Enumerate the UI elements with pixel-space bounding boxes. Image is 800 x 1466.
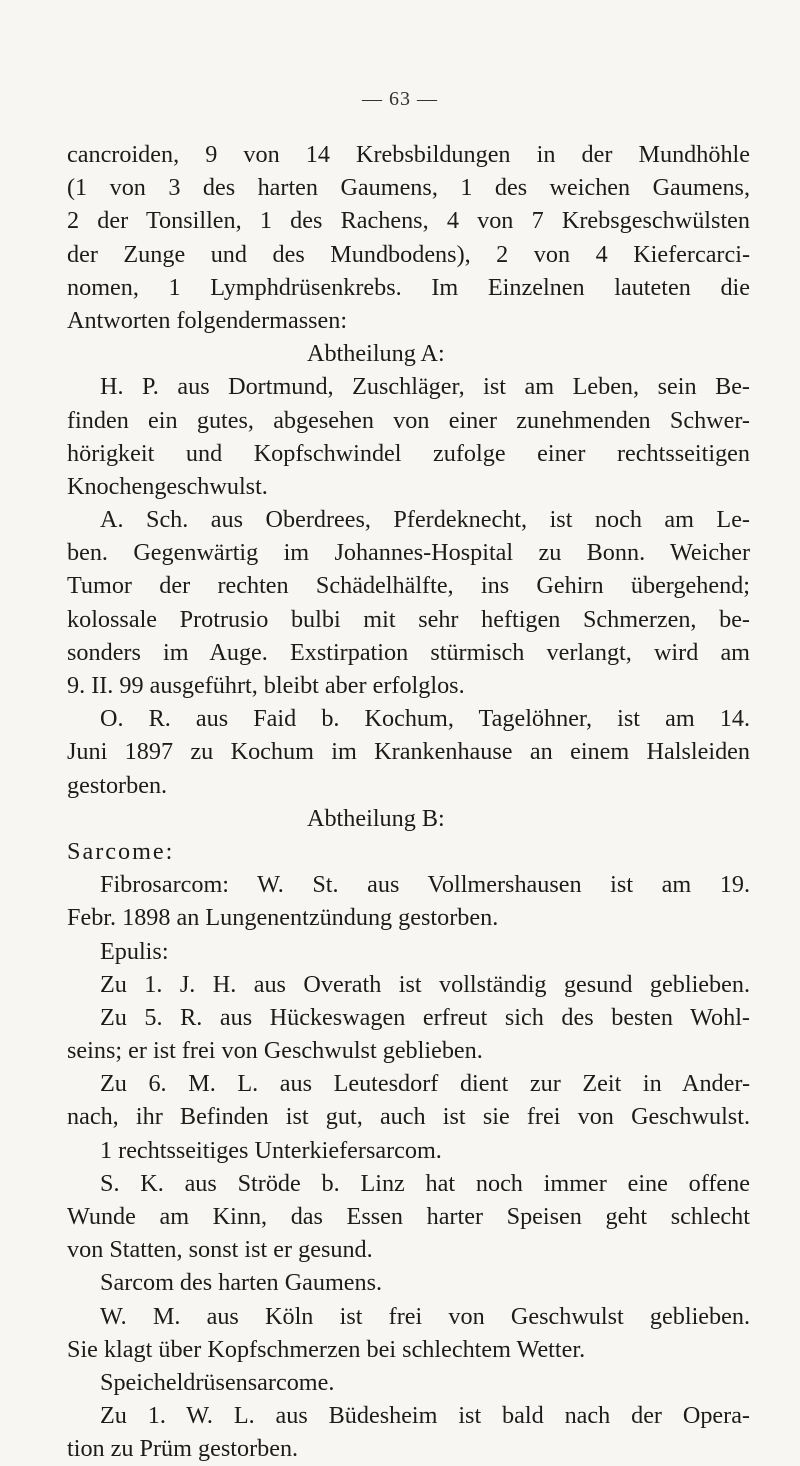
text-line: von Statten, sonst ist er gesund.	[67, 1236, 373, 1264]
section-heading-b: Abtheilung B:	[307, 804, 445, 832]
text-line: kolossale Protrusio bulbi mit sehr heftigen Schmerzen, be-	[67, 605, 750, 633]
text-line: cancroiden, 9 von 14 Krebsbildungen in der Mundhöhle	[67, 141, 750, 168]
text-line: Tumor der rechten Schädelhälfte, ins Gehirn übergehend;	[67, 572, 750, 600]
text-line: (1 von 3 des harten Gaumens, 1 des weichen Gaumens,	[67, 174, 750, 202]
text-line: Zu 1. W. L. aus Büdesheim ist bald nach der Opera-	[100, 1402, 750, 1430]
text-line: Wunde am Kinn, das Essen harter Speisen geht schlecht	[67, 1203, 750, 1230]
text-line: H. P. aus Dortmund, Zuschläger, ist am Leben, sein Be-	[100, 373, 750, 401]
section-heading-a: Abtheilung A:	[307, 340, 445, 368]
text-line: Zu 6. M. L. aus Leutesdorf dient zur Zeit in Ander-	[100, 1070, 750, 1098]
text-line: gestorben.	[67, 771, 168, 799]
subsection-heading-sarcome: Sarcome:	[67, 837, 175, 865]
text-line: finden ein gutes, abgesehen von einer zunehmenden Schwer-	[67, 406, 750, 434]
subsection-heading-unterkiefer: 1 rechtsseitiges Unterkiefersarcom.	[100, 1136, 442, 1164]
text-line: Juni 1897 zu Kochum im Krankenhause an einem Halsleiden	[67, 738, 750, 766]
text-line: Zu 1. J. H. aus Overath ist vollständig gesund geblieben.	[100, 970, 750, 998]
text-line: nach, ihr Befinden ist gut, auch ist sie frei von Geschwulst.	[67, 1103, 750, 1131]
text-line: Antworten folgendermassen:	[67, 306, 348, 334]
text-line: tion zu Prüm gestorben.	[67, 1435, 299, 1463]
text-line: Fibrosarcom: W. St. aus Vollmershausen ist am 19.	[100, 871, 750, 899]
text-line: seins; er ist frei von Geschwulst geblieben.	[67, 1037, 483, 1065]
text-line: S. K. aus Ströde b. Linz hat noch immer eine offene	[100, 1169, 750, 1197]
body-text	[67, 138, 750, 1466]
text-line: A. Sch. aus Oberdrees, Pferdeknecht, ist noch am Le-	[100, 506, 750, 534]
text-line: 9. II. 99 ausgeführt, bleibt aber erfolglos.	[67, 672, 465, 699]
text-line: Sie klagt über Kopfschmerzen bei schlechtem Wetter.	[67, 1335, 586, 1363]
subsection-heading-gaumen: Sarcom des harten Gaumens.	[100, 1269, 383, 1297]
text-line: W. M. aus Köln ist frei von Geschwulst geblieben.	[100, 1302, 750, 1330]
text-line: Knochengeschwulst.	[67, 472, 268, 500]
text-line: der Zunge und des Mundbodens), 2 von 4 Kiefercarci-	[67, 240, 750, 268]
text-line: 2 der Tonsillen, 1 des Rachens, 4 von 7 Krebsgeschwülsten	[67, 207, 750, 235]
page-number: — 63 —	[362, 88, 438, 110]
text-line: Febr. 1898 an Lungenentzündung gestorben.	[67, 904, 499, 932]
subsection-heading-epulis: Epulis:	[100, 937, 169, 965]
subsection-heading-speicheldruesen: Speicheldrüsensarcome.	[100, 1368, 335, 1396]
text-line: sonders im Auge. Exstirpation stürmisch verlangt, wird am	[67, 638, 750, 666]
text-line: hörigkeit und Kopfschwindel zufolge einer rechtsseitigen	[67, 439, 750, 467]
text-line: ben. Gegenwärtig im Johannes-Hospital zu Bonn. Weicher	[67, 539, 750, 567]
text-line: nomen, 1 Lymphdrüsenkrebs. Im Einzelnen lauteten die	[67, 273, 750, 301]
text-line: Zu 5. R. aus Hückeswagen erfreut sich des besten Wohl-	[100, 1003, 750, 1031]
text-line: O. R. aus Faid b. Kochum, Tagelöhner, ist am 14.	[100, 705, 750, 733]
